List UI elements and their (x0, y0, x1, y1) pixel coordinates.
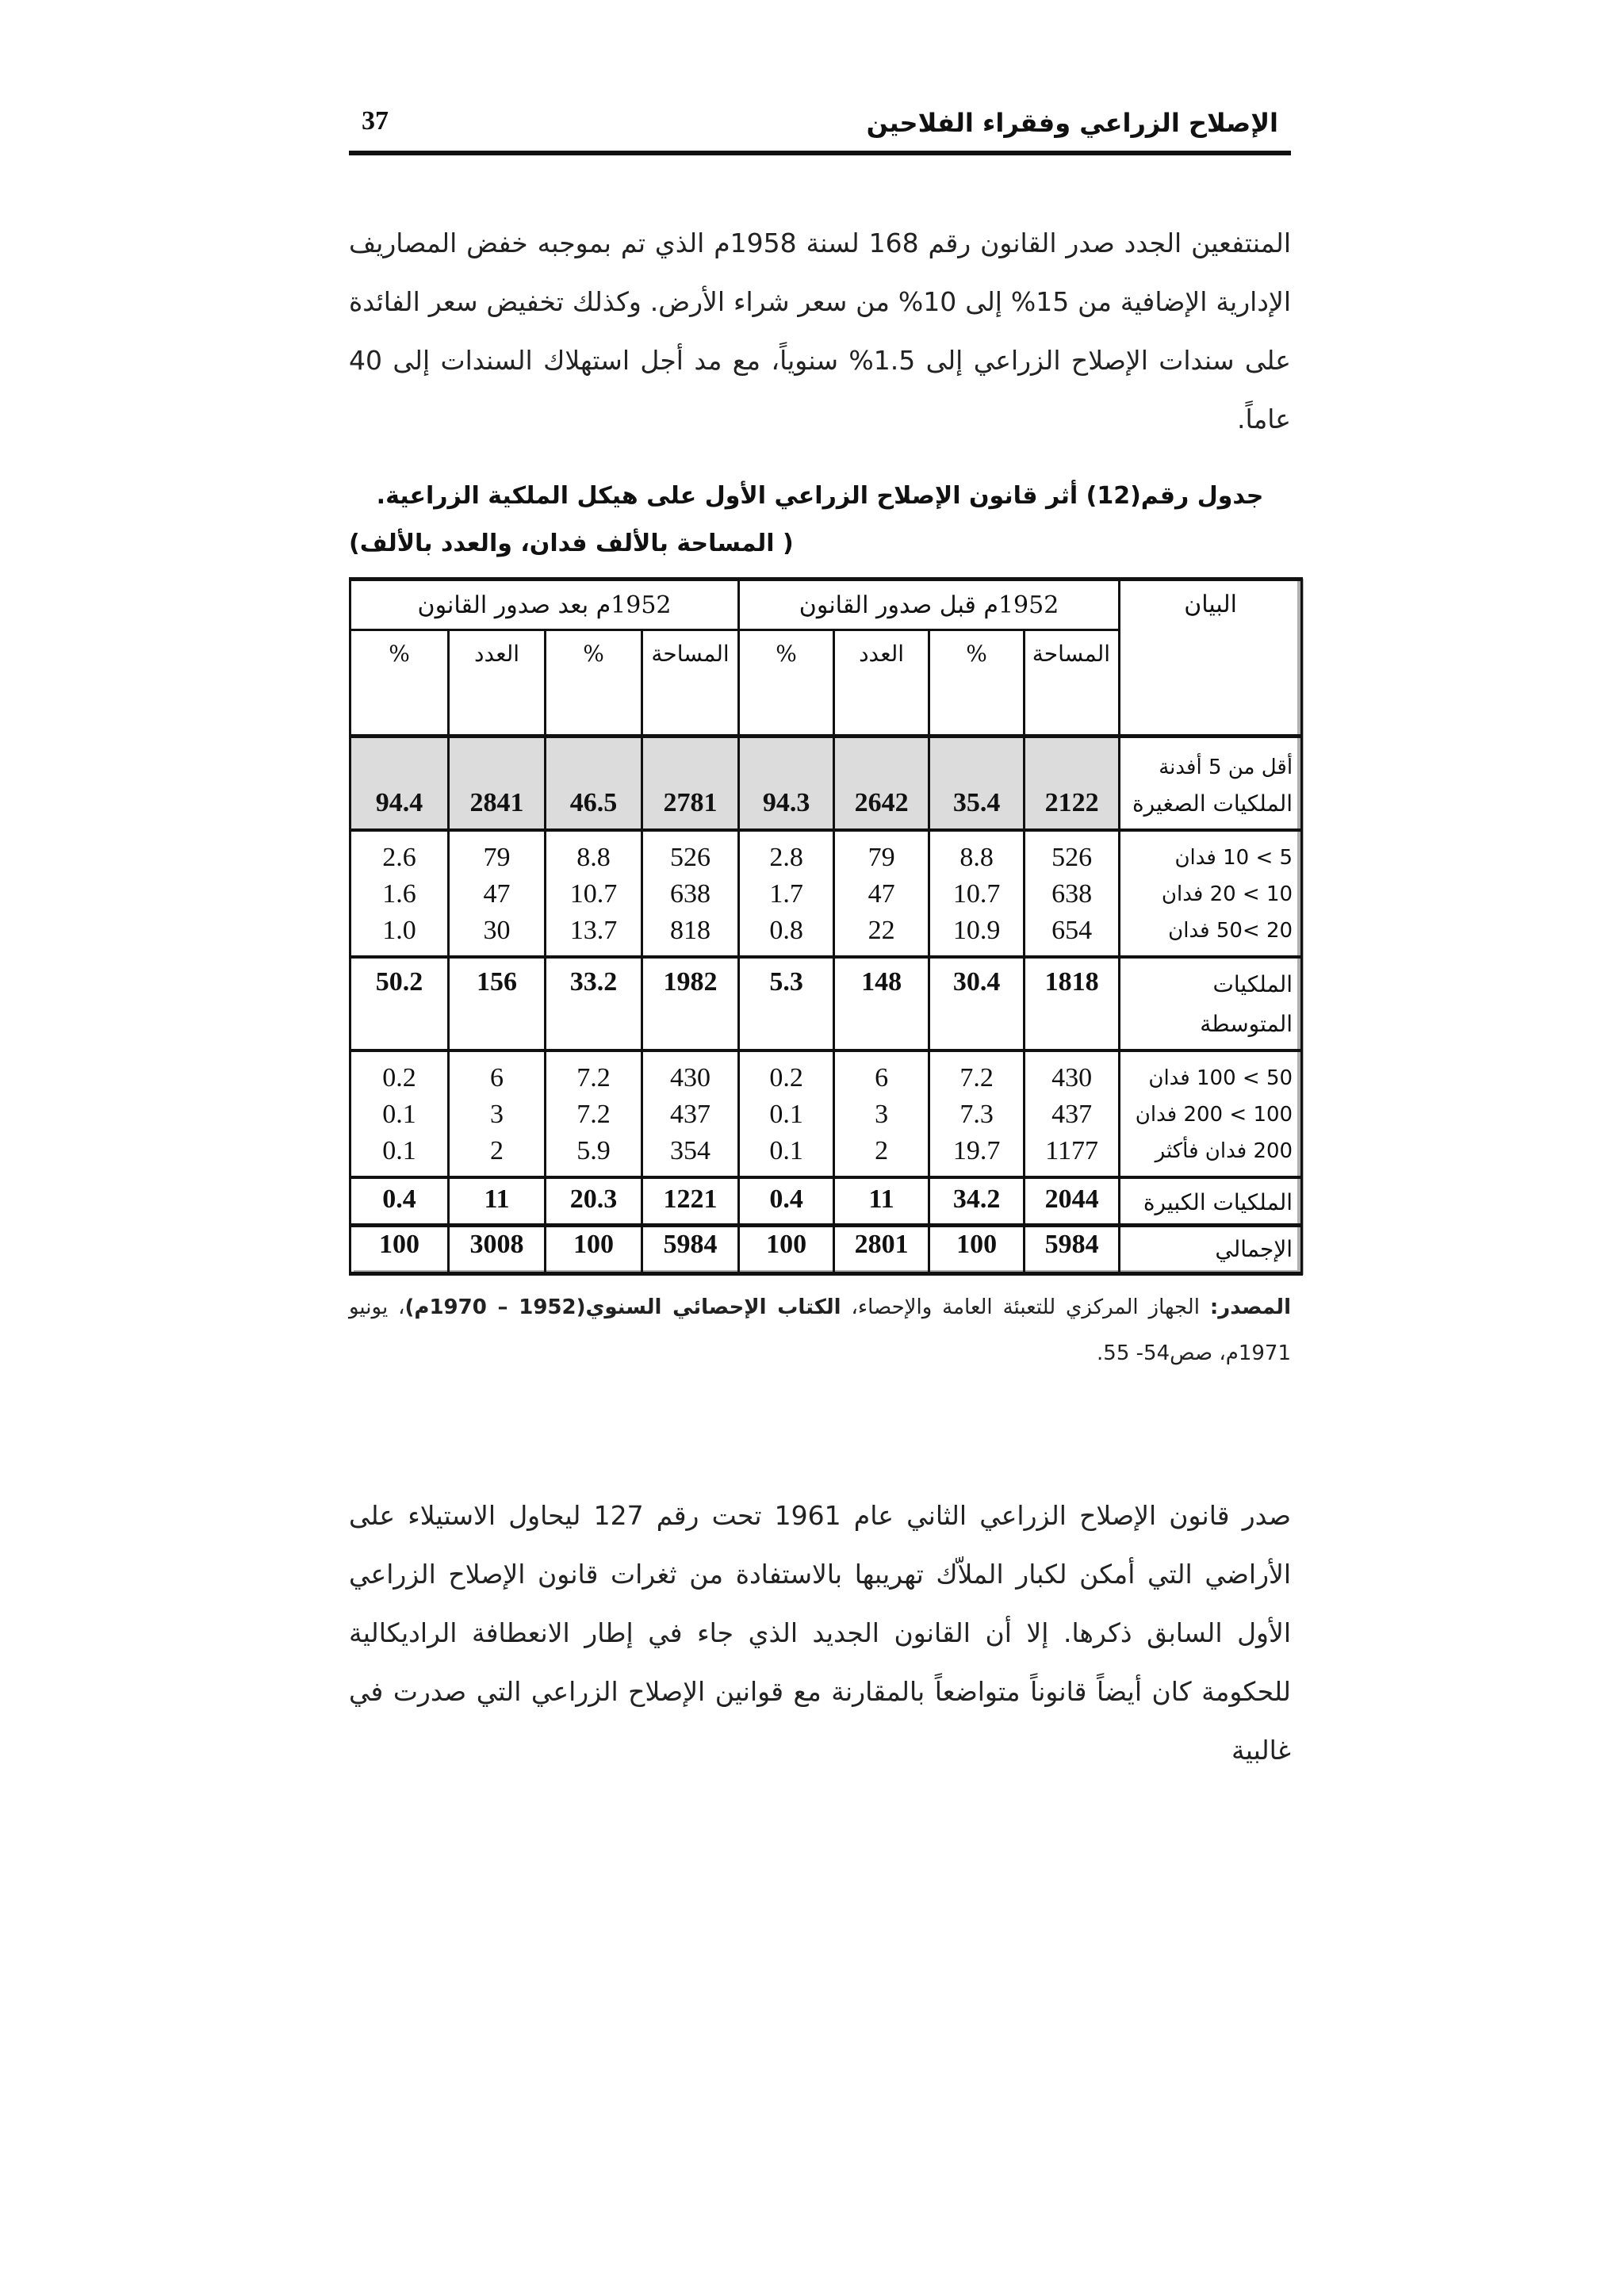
table-cell: 79 (868, 843, 895, 872)
table-cell: 2781 (642, 737, 739, 831)
col-count-before: العدد (834, 630, 929, 737)
table-cell: 7.2 (576, 1100, 611, 1129)
table-cell: 1.0 (382, 916, 416, 945)
table-cell: 5984 (1025, 1226, 1120, 1274)
col-area-before: المساحة (1025, 630, 1120, 737)
col-area-after: المساحة (642, 630, 739, 737)
group-before-header: 1952م قبل صدور القانون (739, 580, 1120, 630)
table-cell: 1.6 (382, 879, 416, 909)
table-cell: 30 (483, 916, 511, 945)
table-cell: 3 (875, 1100, 889, 1129)
table-cell: 0.1 (382, 1100, 416, 1129)
source-text-end: ، يونيو 1971م، صص54- 55. (349, 1295, 1291, 1365)
table-cell: 354 (670, 1136, 711, 1165)
row-label: 20 >50 فدان (1168, 919, 1293, 943)
table-cell: 5.9 (576, 1136, 611, 1165)
table-cell: 6 (490, 1063, 504, 1093)
table-cell: 2841 (449, 737, 546, 831)
row-label: 100 > 200 فدان (1135, 1103, 1293, 1127)
table-cell: 7.2 (959, 1063, 994, 1093)
row-label: الملكيات المتوسطة (1120, 957, 1302, 1050)
table-cell: 526 (670, 843, 711, 872)
table-cell: 638 (1051, 879, 1093, 909)
table-cell: 0.1 (769, 1100, 803, 1129)
table-cell: 156 (449, 957, 546, 1050)
source-prefix: المصدر: (1209, 1295, 1291, 1319)
row-label: الملكيات الكبيرة (1120, 1177, 1302, 1226)
table-cell: 20.3 (546, 1177, 642, 1226)
table-cell: 5.3 (739, 957, 834, 1050)
table-cell: 100 (350, 1226, 449, 1274)
table-row (350, 1226, 1302, 1274)
col-pct-before-1: % (929, 630, 1025, 737)
table-cell: 33.2 (546, 957, 642, 1050)
table-row (350, 830, 1302, 957)
table-cell: 437 (1051, 1100, 1093, 1129)
table-cell: 3 (490, 1100, 504, 1129)
page-number: 37 (362, 106, 389, 136)
table-cell: 0.4 (739, 1177, 834, 1226)
row-label: 10 > 20 فدان (1161, 882, 1293, 906)
table-cell: 35.4 (929, 737, 1025, 831)
table-cell: 3008 (449, 1226, 546, 1274)
table-cell: 8.8 (576, 843, 611, 872)
table-cell: 0.8 (769, 916, 803, 945)
table-cell: 437 (670, 1100, 711, 1129)
row-label: 200 فدان فأكثر (1155, 1139, 1293, 1163)
table-cell: 79 (483, 843, 511, 872)
table-cell: 430 (1051, 1063, 1093, 1093)
source-book-title: الكتاب الإحصائي السنوي(1952 – 1970م) (404, 1295, 841, 1319)
running-title: الإصلاح الزراعي وفقراء الفلاحين (866, 108, 1278, 138)
table-cell: 0.2 (382, 1063, 416, 1093)
table-cell: 30.4 (929, 957, 1025, 1050)
paragraph-1: المنتفعين الجدد صدر القانون رقم 168 لسنة 1958م الذي تم بموجبه خفض المصاريف الإدارية الإضافية من 15% إلى 10% من سعر شراء الأرض. وكذلك تخفيض سعر الفائدة على سندات الإصلاح الزراعي إلى 1.5% سنوياً، مع مد أجل استهلاك السندات إلى 40 عاماً. (349, 228, 1291, 434)
table-cell: 100 (739, 1226, 834, 1274)
row-label: 5 > 10 فدان (1174, 846, 1293, 870)
table-cell: 94.3 (739, 737, 834, 831)
table-cell: 2044 (1025, 1177, 1120, 1226)
table-row (350, 1177, 1302, 1226)
table-cell: 818 (670, 916, 711, 945)
table-cell: 100 (929, 1226, 1025, 1274)
table-cell: 2801 (834, 1226, 929, 1274)
col-count-after: العدد (449, 630, 546, 737)
row-label-top: أقل من 5 أفدنة (1159, 756, 1293, 779)
table-cell: 2.6 (382, 843, 416, 872)
row-label: الملكيات الصغيرة (1132, 790, 1293, 817)
table-cell: 47 (868, 879, 895, 909)
table-cell: 654 (1051, 916, 1093, 945)
table-cell: 11 (449, 1177, 546, 1226)
table-unit-note: ( المساحة بالألف فدان، والعدد بالألف) (349, 530, 794, 557)
table-cell: 7.2 (576, 1063, 611, 1093)
table-cell: 94.4 (350, 737, 449, 831)
table-cell: 22 (868, 916, 895, 945)
table-cell: 2 (875, 1136, 889, 1165)
table-cell: 1221 (642, 1177, 739, 1226)
table-cell: 526 (1051, 843, 1093, 872)
col-pct-after-1: % (546, 630, 642, 737)
table-row (350, 737, 1302, 831)
table-cell: 10.7 (952, 879, 1001, 909)
table-cell: 430 (670, 1063, 711, 1093)
row-label: 50 > 100 فدان (1148, 1066, 1293, 1090)
col-pct-after-2: % (350, 630, 449, 737)
table-cell: 10.9 (952, 916, 1001, 945)
table-cell: 5984 (642, 1226, 739, 1274)
table-cell: 148 (834, 957, 929, 1050)
table-cell: 0.1 (382, 1136, 416, 1165)
table-cell: 2.8 (769, 843, 803, 872)
table-row (350, 1050, 1302, 1177)
table-cell: 1177 (1045, 1136, 1098, 1165)
table-source (349, 1284, 1291, 1376)
table-cell: 47 (483, 879, 511, 909)
table-cell: 1982 (642, 957, 739, 1050)
table-cell: 19.7 (952, 1136, 1001, 1165)
table-cell: 50.2 (350, 957, 449, 1050)
table-cell: 2122 (1025, 737, 1120, 831)
page-header (349, 95, 1291, 155)
table-cell: 0.1 (769, 1136, 803, 1165)
row-label: الإجمالي (1120, 1226, 1302, 1274)
table-cell: 1.7 (769, 879, 803, 909)
table-cell: 638 (670, 879, 711, 909)
paragraph-2: صدر قانون الإصلاح الزراعي الثاني عام 1961 تحت رقم 127 ليحاول الاستيلاء على الأراضي التي أمكن لكبار الملاّك تهريبها بالاستفادة من ثغرات قانون الإصلاح الزراعي الأول السابق ذكرها. إلا أن القانون الجديد الذي جاء في إطار الانعطافة الراديكالية للحكومة كان أيضاً قانوناً متواضعاً بالمقارنة مع قوانين الإصلاح الزراعي التي صدرت في غالبية (349, 1500, 1291, 1766)
table-row (350, 957, 1302, 1050)
table-cell: 2642 (834, 737, 929, 831)
col-pct-before-2: % (739, 630, 834, 737)
table-cell: 13.7 (569, 916, 618, 945)
table-cell: 0.4 (350, 1177, 449, 1226)
table-cell: 2 (490, 1136, 504, 1165)
table-caption: جدول رقم(12) أثر قانون الإصلاح الزراعي الأول على هيكل الملكية الزراعية. (376, 482, 1264, 510)
table-cell: 46.5 (546, 737, 642, 831)
table-cell: 34.2 (929, 1177, 1025, 1226)
holdings-table (349, 577, 1300, 1276)
group-after-header: 1952م بعد صدور القانون (350, 580, 739, 630)
table-cell: 100 (546, 1226, 642, 1274)
table-cell: 6 (875, 1063, 889, 1093)
table-cell: 7.3 (959, 1100, 994, 1129)
header-label: البيان (1120, 580, 1302, 737)
table-cell: 10.7 (569, 879, 618, 909)
table-cell: 1818 (1025, 957, 1120, 1050)
table-cell: 0.2 (769, 1063, 803, 1093)
table-cell: 11 (834, 1177, 929, 1226)
source-text: الجهاز المركزي للتعبئة العامة والإحصاء، (841, 1295, 1210, 1319)
table-cell: 8.8 (959, 843, 994, 872)
